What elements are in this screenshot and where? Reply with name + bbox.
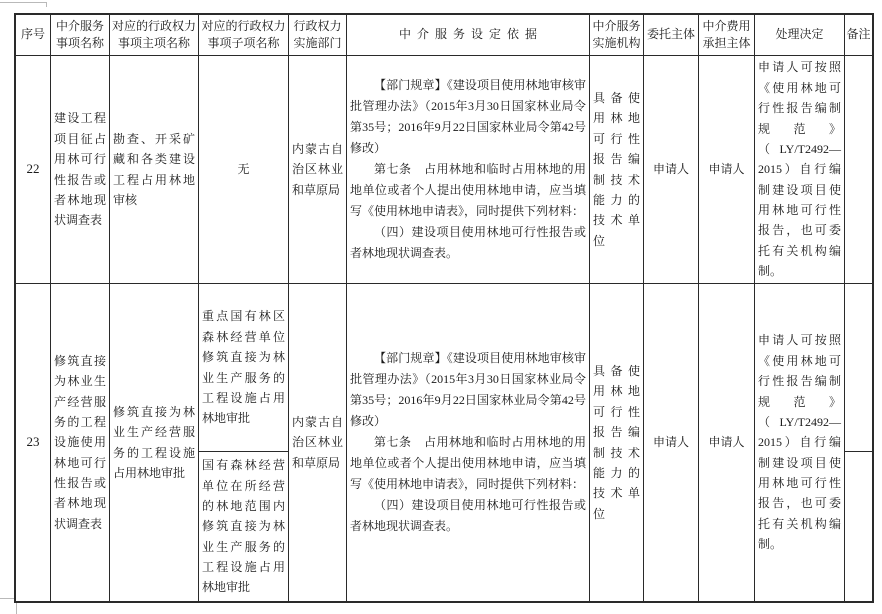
cell-service-name [51,284,110,601]
cell-sub-item [199,56,289,283]
cell-principal [644,284,699,601]
agency-text: 具备使用林地可行性报告编制技术能力的技术单位 [593,90,640,248]
col-header-agency [590,15,644,55]
page-edge-artifact-top [0,2,47,3]
service-name-text: 建设工程项目征占用林可行性报告或者林地现状调查表 [54,111,106,228]
cell-remark [845,452,872,601]
sub-item-text: 重点国有林区森林经营单位修筑直接为林业生产服务的工程设施占用林地审批 [202,309,285,426]
col-header-fee-bearer [699,15,755,55]
col-header-remark [845,15,872,55]
col-header-seq [16,15,51,55]
basis-text [347,348,589,537]
col-header-main-item [110,15,199,55]
basis-paragraph: 【部门规章】《建设项目使用林地审核审批管理办法》（2015年3月30日国家林业局令第35号；2016年9月22日国家林业局令第42号修改） [350,78,586,155]
page-edge-artifact-bottom-tick [16,603,17,614]
cell-agency [590,56,644,283]
col-header-label: 序号 [20,27,45,42]
cell-service-name [51,56,110,283]
main-item-text: 修筑直接为林业生产经营服务的工程设施占用林地审批 [113,404,195,480]
basis-paragraph: 第七条 占用林地和临时占用林地的用地单位或者个人提出使用林地申请，应当填写《使用林地申请表》，同时提供下列材料： [350,435,586,491]
col-header-decision [755,15,845,55]
col-header-label: 中介费用承担主体 [702,18,751,50]
col-header-label: 中介服务事项名称 [55,18,104,50]
cell-principal [644,56,699,283]
col-header-principal [644,15,699,55]
agency-text: 具备使用林地可行性报告编制技术能力的技术单位 [593,363,640,521]
col-header-label: 备注 [846,27,871,42]
cell-agency [590,284,644,601]
basis-paragraph: 第七条 占用林地和临时占用林地的用地单位或者个人提出使用林地申请，应当填写《使用林地申请表》，同时提供下列材料： [350,162,586,218]
main-item-text: 勘查、开采矿藏和各类建设工程占用林地审核 [113,131,195,207]
basis-paragraph: （四）建设项目使用林地可行性报告或者林地现状调查表。 [350,225,586,260]
department-text: 内蒙古自治区林业和草原局 [292,141,343,197]
seq-value: 23 [26,434,40,450]
col-header-label: 中介服务设定依据 [398,27,543,42]
cell-decision [755,56,845,283]
cell-main-item [110,56,199,283]
decision-text: 申请人可按照《使用林地可行性报告编制规范》（LY/T2492—2015）自行编制建设项目使用林地可行性报告，也可委托有关机构编制。 [758,60,841,279]
page-edge-artifact-top-tick [46,2,47,7]
col-header-sub-item [199,15,289,55]
principal-text: 申请人 [652,435,689,450]
page-edge-artifact-bottom [0,598,15,599]
cell-decision [755,284,845,601]
cell-basis [347,56,590,283]
fee-bearer-text: 申请人 [708,435,745,450]
cell-fee-bearer [699,284,755,601]
sub-item-text: 无 [237,162,250,177]
table-row [16,284,872,601]
cell-department [289,56,347,283]
col-header-label: 行政权力实施部门 [293,18,342,50]
cell-main-item [110,284,199,601]
service-name-text: 修筑直接为林业生产经营服务的工程设施使用林地可行性报告或者林地现状调查表 [54,353,106,531]
col-header-label: 处理决定 [775,27,824,42]
sub-item-text: 国有森林经营单位在所经营的林地范围内修筑直接为林业生产服务的工程设施占用林地审批 [202,458,285,595]
cell-seq [16,56,51,283]
cell-seq [16,284,51,601]
col-header-label: 中介服务实施机构 [592,18,641,50]
cell-department [289,284,347,601]
cell-remark-group [845,284,872,601]
col-header-label: 对应的行政权力事项子项名称 [201,18,286,50]
col-header-department [289,15,347,55]
seq-value: 22 [26,161,40,177]
cell-basis [347,284,590,601]
col-header-service-name [51,15,110,55]
basis-text [347,75,589,264]
department-text: 内蒙古自治区林业和草原局 [292,414,343,470]
cell-sub-item [199,452,288,601]
principal-text: 申请人 [652,162,689,177]
cell-sub-item [199,284,288,452]
col-header-label: 对应的行政权力事项主项名称 [111,18,196,50]
decision-text: 申请人可按照《使用林地可行性报告编制规范》（LY/T2492—2015）自行编制建设项目使用林地可行性报告，也可委托有关机构编制。 [758,333,841,552]
col-header-basis [347,15,590,55]
basis-paragraph: 【部门规章】《建设项目使用林地审核审批管理办法》（2015年3月30日国家林业局令第35号；2016年9月22日国家林业局令第42号修改） [350,351,586,428]
intermediary-services-table [14,13,874,603]
cell-fee-bearer [699,56,755,283]
table-header-row [16,15,872,56]
table-row [16,56,872,284]
cell-remark [845,56,872,283]
cell-remark [845,284,872,452]
fee-bearer-text: 申请人 [708,162,745,177]
cell-sub-item-group [199,284,289,601]
basis-paragraph: （四）建设项目使用林地可行性报告或者林地现状调查表。 [350,498,586,533]
col-header-label: 委托主体 [646,27,695,42]
